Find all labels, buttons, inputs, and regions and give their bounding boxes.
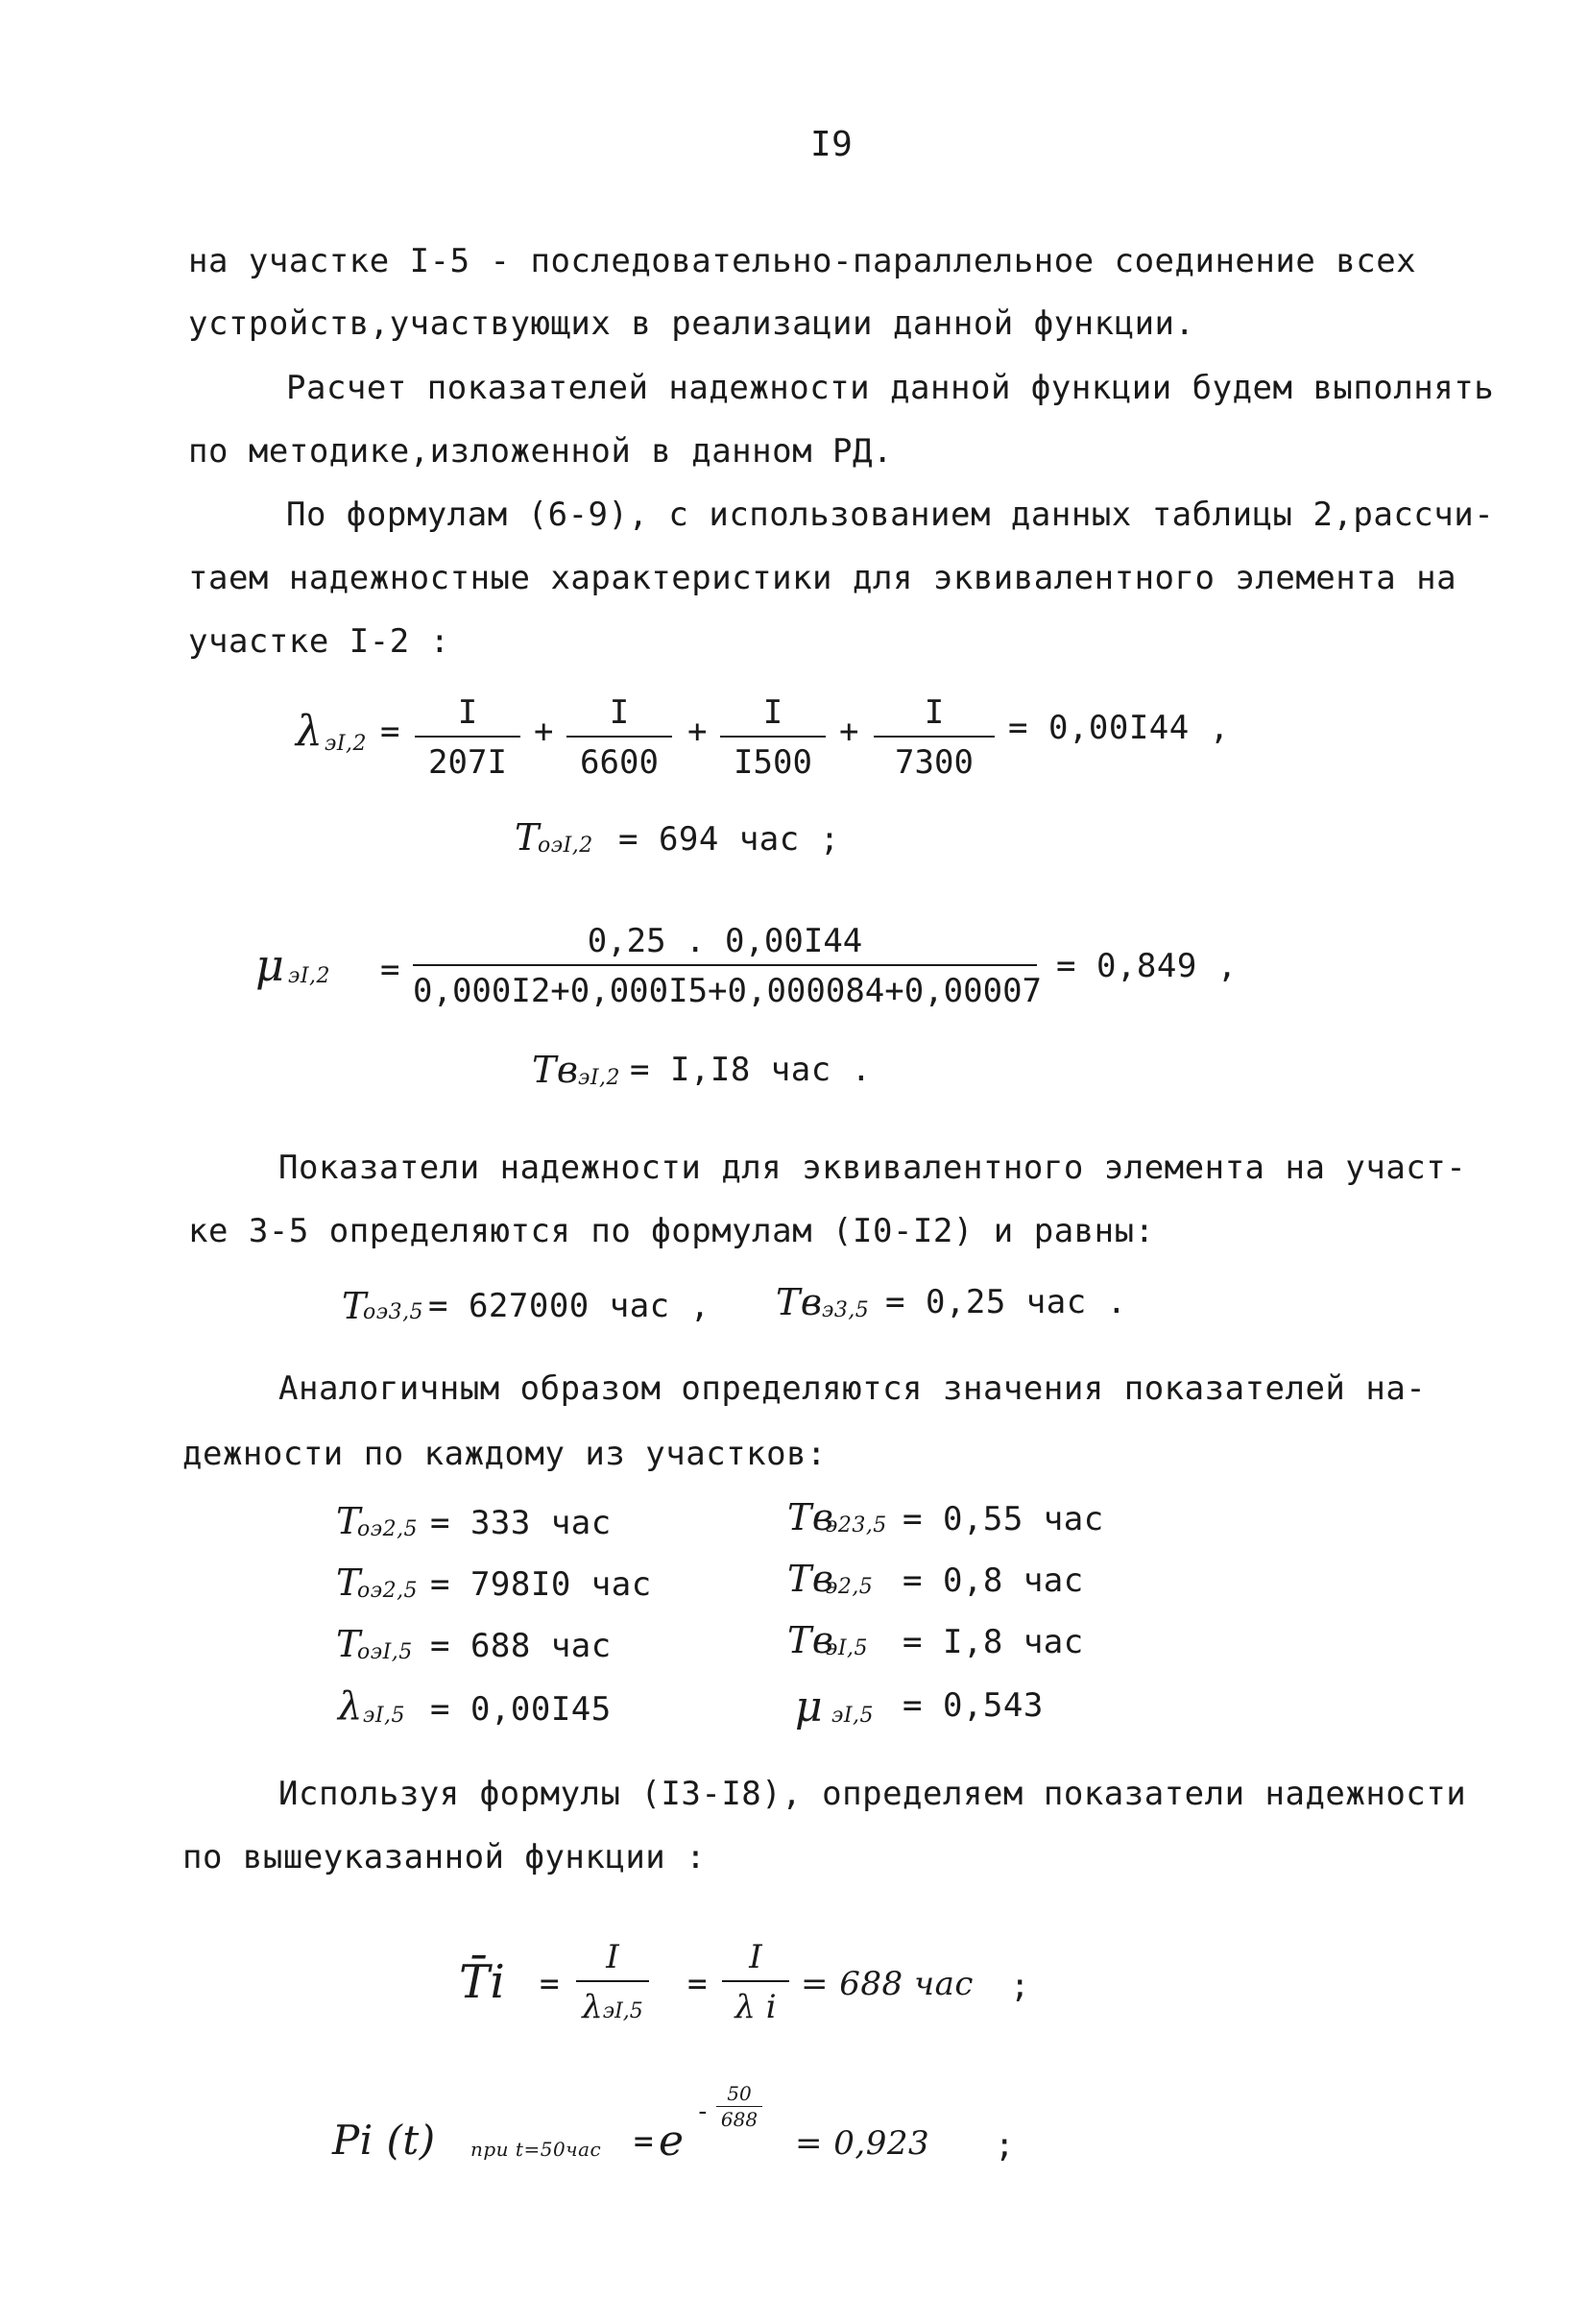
lambda-symbol: λ xyxy=(296,707,324,756)
lambda-result: = 0,00I44 , xyxy=(1008,709,1230,747)
lambda-subscript: эI,2 xyxy=(325,732,368,756)
exponent-fraction: $\frac{50}{688}$ xyxy=(716,2082,762,2131)
fraction: $\frac{I}{\text{λ i}}$ xyxy=(722,1938,789,2026)
text-line: Расчет показателей надежности данной функции будем выполнять xyxy=(286,369,1495,407)
fraction: $\frac{0,25 . 0,00I44}{0,000I2+0,000I5+0,000084+0,00007}$ xyxy=(413,922,1043,1010)
text-line: на участке I-5 - последовательно-параллельное соединение всех xyxy=(188,242,1417,280)
text-line: Показатели надежности для эквивалентного элемента на участ- xyxy=(278,1149,1467,1187)
text-line: устройств,участвующих в реализации данной функции. xyxy=(188,304,1195,343)
document-page: I9 на участке I-5 - последовательно-параллельное соединение всех устройств,участвующих в реализации данной функции. Расчет показателей надежности данной функции будем выполнять по методике,изложенной в данном РД. По формулам (6-9), с использованием данных таблицы 2,рассчи- таем надежностные характеристики для эквивалентного элемента на участке I-2 : λ эI,2 = $\frac{I}{207I}$ + $\frac{I}{6600}$ + $\frac{I}{I500}$ + $\frac{I}{7300}$ = 0,00I44 , T oэI,2 = 694 час ; μ эI,2 = $\frac{0,25 . 0,00I44}{0,000I2+0,000I5+0,000084+0,00007}$ = 0,849 , Tв эI,2 = I,I8 час . Показатели надежности для эквивалентного элемента на участ- ке 3-5 определяются по формулам (I0-I2) и равны: T oэ3,5 = 627000 час , Tв э3,5 = 0,25 час . Аналогичным образом определяются значения показателей на- дежности по каждому из участков: T oэ2,5 = 333 час Tв э23,5 = 0,55 час T oэ2,5 = 798I0 час Tв э2,5 = 0,8 час T oэI,5 = 688 час Tв эI,5 = I,8 час λ эI,5 = 0,00I45 μ эI,5 = 0,543 Используя формулы (I3-I8), определяем показатели надежности по вышеуказанной функции : T̄i = I λэI,5 = $\frac{I}{\text{λ i}}$ = 688 час ; Pi (t) при t=50час = e - $\frac{50}{688}$ = 0,923 ; xyxy=(182,125,1495,2166)
fraction: $\frac{I}{207I}$ xyxy=(415,693,520,782)
text-line: по вышеуказанной функции : xyxy=(182,1838,707,1876)
text-line: ке 3-5 определяются по формулам (I0-I2) и равны: xyxy=(188,1212,1155,1250)
text-line: участке I-2 : xyxy=(188,622,450,661)
fraction: $\frac{I}{6600}$ xyxy=(566,693,672,782)
fraction: $\frac{I}{I500}$ xyxy=(720,693,826,782)
page-number: I9 xyxy=(810,125,854,164)
text-line: Используя формулы (I3-I8), определяем показатели надежности xyxy=(278,1775,1467,1813)
fraction: $\frac{I}{7300}$ xyxy=(874,693,995,782)
text-line: Аналогичным образом определяются значения показателей на- xyxy=(278,1369,1427,1408)
text-line: дежности по каждому из участков: xyxy=(182,1435,828,1473)
fraction: I λэI,5 xyxy=(576,1938,649,2026)
text-line: по методике,изложенной в данном РД. xyxy=(188,432,893,471)
text-line: По формулам (6-9), с использованием данных таблицы 2,рассчи- xyxy=(286,496,1495,534)
text-line: таем надежностные характеристики для эквивалентного элемента на xyxy=(188,559,1457,597)
